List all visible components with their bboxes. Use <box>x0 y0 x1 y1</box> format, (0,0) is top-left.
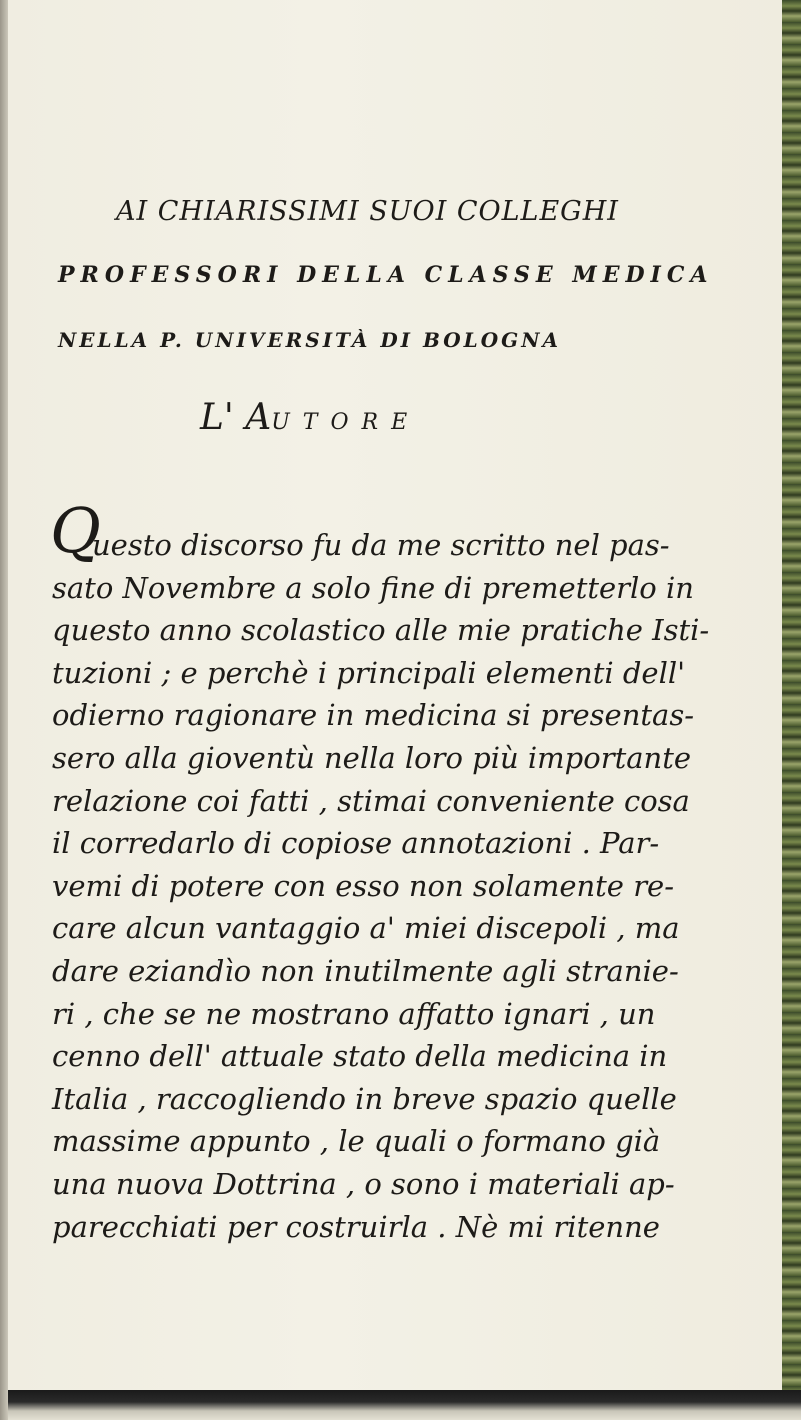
dedication-heading: AI CHIARISSIMI SUOI COLLEGHI <box>116 196 619 227</box>
universita-heading: NELLA P. UNIVERSITÀ DI BOLOGNA <box>58 328 562 352</box>
author-heading <box>200 397 420 438</box>
page-edge-binding <box>782 0 801 1420</box>
author-rest: UTORE <box>271 410 421 435</box>
text-line: odierno ragionare in medicina si presentas- <box>52 698 695 733</box>
text-line: cenno dell' attuale stato della medicina in <box>52 1039 668 1074</box>
text-line: vemi di potere con esso non solamente re- <box>52 868 675 903</box>
text-line: uesto discorso fu da me scritto nel pas- <box>92 528 670 562</box>
text-line: sero alla gioventù nella loro più importante <box>52 741 692 775</box>
text-line: ri , che se ne mostrano affatto ignari , un <box>52 996 656 1031</box>
text-line: dare eziandìo non inutilmente agli stranie- <box>52 954 679 988</box>
text-line: tuzioni ; e perchè i principali elementi dell' <box>52 655 686 690</box>
text-line: sato Novembre a solo fine di premetterlo in <box>52 570 694 605</box>
text-line: il corredarlo di copiose annotazioni . Par- <box>52 826 660 861</box>
text-line: una nuova Dottrina , o sono i materiali ap- <box>52 1167 675 1201</box>
drop-cap: Q <box>50 494 101 567</box>
text-line: relazione coi fatti , stimai conveniente cosa <box>52 783 690 818</box>
text-line: questo anno scolastico alle mie pratiche Isti- <box>52 613 710 648</box>
text-line: Italia , raccogliendo in breve spazio quelle <box>52 1081 677 1116</box>
page-bottom-shadow <box>8 1390 801 1420</box>
text-line: care alcun vantaggio a' miei discepoli , ma <box>52 911 680 946</box>
text-line: massime appunto , le quali o formano già <box>52 1124 661 1159</box>
text-line: parecchiati per costruirla . Nè mi ritenne <box>52 1209 660 1244</box>
author-prefix: L' A <box>200 397 272 438</box>
professori-heading: PROFESSORI DELLA CLASSE MEDICA <box>58 262 714 288</box>
